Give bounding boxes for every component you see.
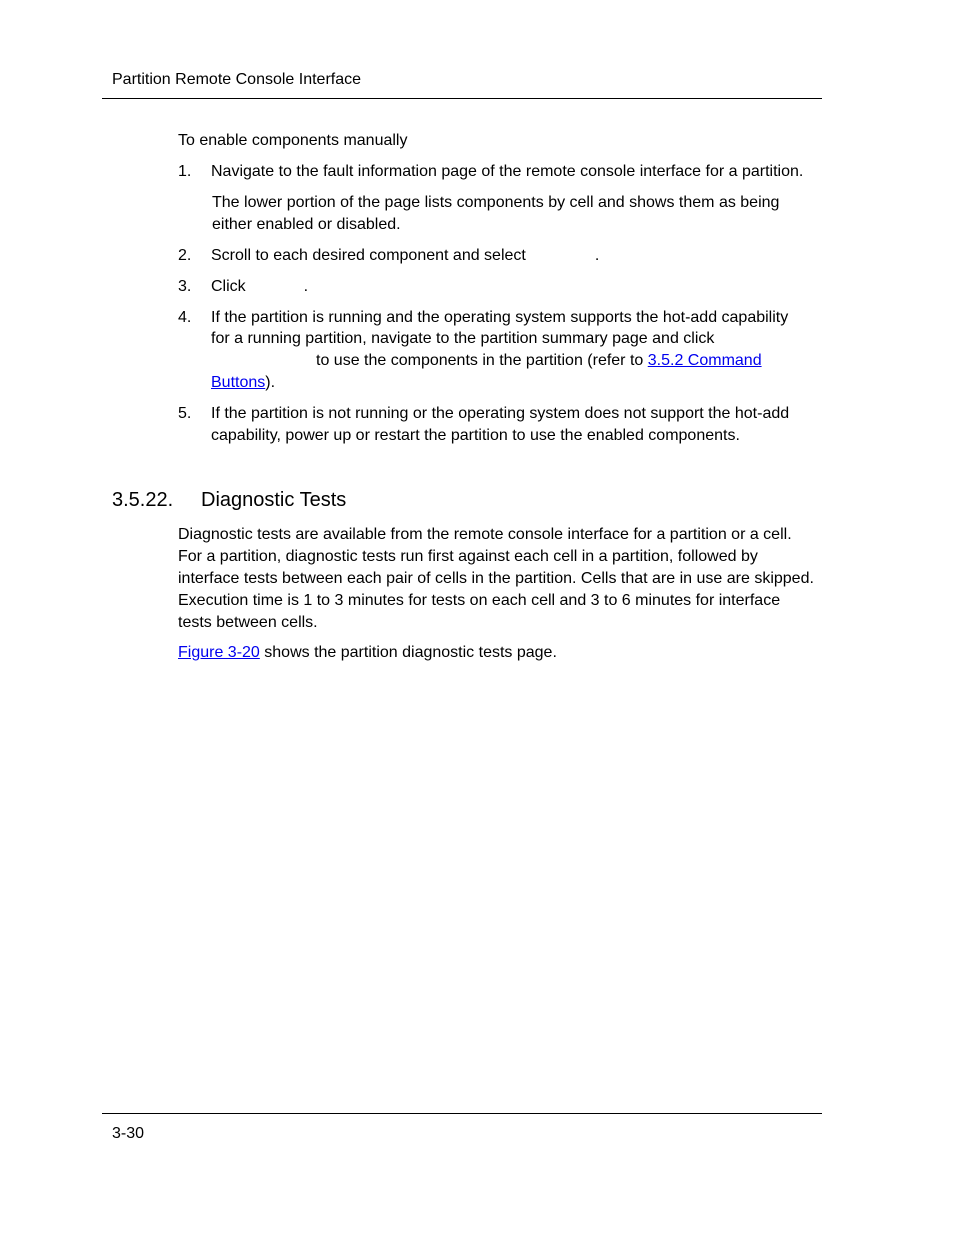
step-text: If the partition is not running or the operating system does not support the hot-add capability, power up or restart the partition to use the enabled components. [211, 405, 790, 444]
figure-link[interactable]: Figure 3-20 [178, 644, 260, 661]
running-header-title: Partition Remote Console Interface [112, 71, 362, 88]
step-number: 1. [178, 163, 192, 180]
step-text-after: . [303, 278, 309, 295]
page-number: 3-30 [112, 1125, 145, 1142]
step-text-line: If the partition is running and the operating system supports the hot-add capability [211, 309, 789, 326]
step-number: 5. [178, 405, 192, 422]
step-number: 3. [178, 278, 192, 295]
command-buttons-link-continued[interactable]: Buttons [211, 374, 266, 391]
section-body: Diagnostic tests are available from the remote console interface for a partition or a cell. For a partition, diagnostic tests run first against each cell in a partition, followed by interface tests between each pair of cells in the partition. Cells that are in use are skipped. Execution time is 1 to 3 minutes for tests on each cell and 3 to 6 minutes for interface tests between cells. [178, 526, 814, 631]
step-text-continuation: to use the components in the partition (refer to [316, 352, 644, 369]
step-note: The lower portion of the page lists components by cell and shows them as being either enabled or disabled. [212, 194, 780, 233]
step-text: Navigate to the fault information page of the remote console interface for a partition. [211, 163, 804, 180]
step-text-line [211, 374, 275, 392]
step-number: 2. [178, 247, 192, 264]
step-text-end: ). [265, 374, 276, 391]
header-rule [102, 98, 822, 99]
step-text-before: Scroll to each desired component and select [211, 247, 526, 264]
step-number: 4. [178, 309, 192, 326]
figure-reference [178, 644, 557, 662]
step-text [211, 247, 599, 265]
footer-rule [102, 1113, 822, 1114]
procedure-intro: To enable components manually [178, 132, 408, 149]
step-text-line: for a running partition, navigate to the partition summary page and click [211, 330, 715, 347]
section-title: Diagnostic Tests [201, 489, 347, 511]
figure-reference-text: shows the partition diagnostic tests page. [259, 644, 557, 661]
step-text-line [316, 352, 762, 370]
step-text-before: Click [211, 278, 246, 295]
step-text [211, 278, 308, 296]
command-buttons-link[interactable]: 3.5.2 Command [647, 352, 762, 369]
step-text-after: . [594, 247, 600, 264]
section-number: 3.5.22. [112, 489, 174, 511]
